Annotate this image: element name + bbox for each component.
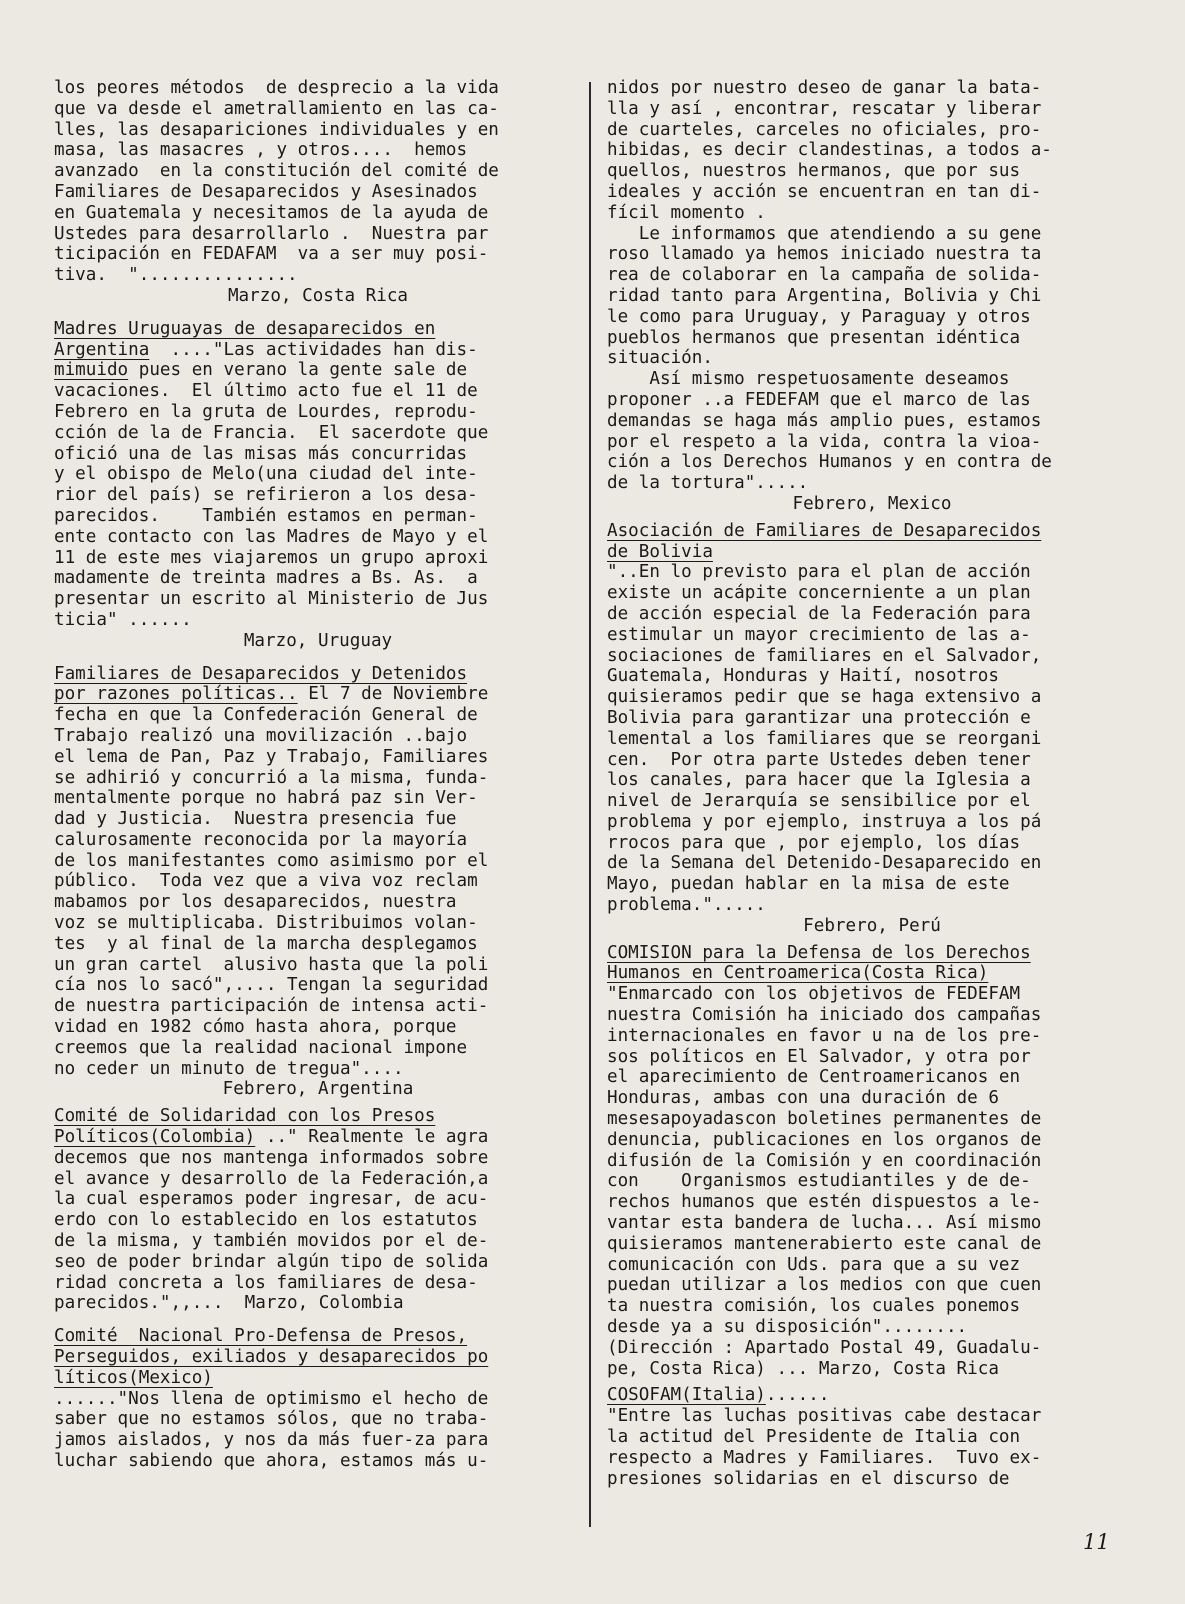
text-line: demandas se haga más amplio pues, estamos: [607, 410, 1042, 431]
section-heading: COMISION para la Defensa de los Derechos: [607, 942, 1031, 963]
text-line: decemos que nos mantenga informados sobre: [54, 1147, 489, 1168]
text-line: 11 de este mes viajaremos un grupo aproxi: [54, 547, 489, 568]
text-line: Le informamos que atendiendo a su gene: [607, 223, 1042, 244]
text-line: seo de poder brindar algún tipo de solida: [54, 1251, 489, 1272]
text-line: vantar esta bandera de lucha... Así mismo: [607, 1213, 1042, 1234]
text-line: puedan utilizar a los medios con que cuen: [607, 1275, 1042, 1296]
text-line: mentalmente porque no habrá paz sin Ver-: [54, 788, 478, 809]
section-heading: COSOFAM(Italia): [607, 1385, 766, 1406]
section-heading: Familiares de Desaparecidos y Detenidos: [54, 663, 468, 684]
text-line: comunicación con Uds. para que a su vez: [607, 1254, 1021, 1275]
heading-continuation: ......: [765, 1385, 830, 1406]
text-line: de la tortura".....: [607, 473, 809, 494]
text-line: un gran cartel alusivo hasta que la poli: [54, 954, 489, 975]
text-line: ofició una de las misas más concurridas: [54, 443, 468, 464]
text-line: ticipación en FEDAFAM va a ser muy posi-: [54, 244, 489, 265]
dateline: Febrero, Mexico: [792, 493, 952, 514]
column-divider: [589, 82, 591, 1527]
text-line: presentar un escrito al Ministerio de Jus: [54, 589, 489, 610]
text-line: cción de la de Francia. El sacerdote que: [54, 422, 489, 443]
text-line: de la misma, y también movidos por el de-: [54, 1231, 489, 1252]
section-heading-line: [54, 1347, 582, 1368]
text-line: la actitud del Presidente de Italia con: [607, 1427, 1021, 1447]
text-line: nuestra Comisión ha iniciado dos campañas: [607, 1005, 1042, 1026]
heading-continuation: ...."Las actividades han dis-: [149, 339, 478, 360]
section-heading: Madres Uruguayas de desaparecidos en: [54, 318, 436, 339]
text-line: fecha en que la Confederación General de: [54, 705, 478, 726]
text-line: no ceder un minuto de tregua"....: [54, 1058, 404, 1079]
text-line: "Enmarcado con los objetivos de FEDEFAM: [607, 984, 1021, 1005]
text-line: sociaciones de familiares en el Salvador,: [607, 645, 1042, 666]
dateline: Febrero, Argentina: [222, 1079, 414, 1100]
dateline: Febrero, Perú: [803, 915, 941, 936]
text-line: ta nuestra comisión, los cuales ponemos: [607, 1296, 1021, 1317]
text-line: mesesapoyadascon boletines permanentes de: [607, 1109, 1042, 1130]
text-line: los canales, para hacer que la Iglesia a: [607, 770, 1031, 791]
text-line: de cuarteles, carceles no oficiales, pro-: [607, 119, 1042, 140]
text-line: pueblos hermanos que presentan idéntica: [607, 327, 1021, 348]
text-line: rea de colaborar en la campaña de solida-: [607, 265, 1042, 286]
text-line: avanzado en la constitución del comité de: [54, 161, 499, 182]
section-heading: líticos(Mexico): [54, 1367, 213, 1388]
spacer: [54, 1314, 582, 1326]
text-line: Trabajo realizó una movilización ..bajo: [54, 725, 468, 746]
text-line: Familiares de Desaparecidos y Asesinados: [54, 181, 478, 202]
section-heading: Perseguidos, exiliados y desaparecidos po: [54, 1347, 489, 1368]
section-heading-line: [54, 1127, 582, 1148]
heading-continuation: .." Realmente le agra: [255, 1127, 489, 1148]
section-heading-line: [607, 943, 1137, 964]
text-line: saber que no estamos sólos, que no traba-: [54, 1409, 489, 1430]
spacer: [54, 307, 582, 319]
text-line: quellos, nuestros hermanos, que por sus: [607, 161, 1021, 182]
text-line: por el respeto a la vida, contra la vioa-: [607, 431, 1042, 452]
section-heading: Comité de Solidaridad con los Presos: [54, 1106, 436, 1127]
text-line: voz se multiplicaba. Distribuimos volan-: [54, 913, 478, 934]
section-heading-line: [54, 664, 582, 685]
text-line: lla y así , encontrar, rescatar y liberar: [607, 98, 1042, 119]
text-line: situación.: [607, 348, 713, 369]
section-heading: Humanos en Centroamerica(Costa Rica): [607, 963, 989, 984]
text-line: en Guatemala y necesitamos de la ayuda de: [54, 202, 489, 223]
section-heading-line: [54, 1368, 582, 1389]
text-line: rrocos para que , por ejemplo, los días: [607, 832, 1021, 853]
section-heading-line: [54, 340, 582, 361]
section-heading: Políticos(Colombia): [54, 1127, 256, 1148]
section-heading-line: [54, 1326, 582, 1347]
text-line: con Organismos estudiantiles y de de-: [607, 1171, 1031, 1192]
text-line: sos políticos en El Salvador, y otra por: [607, 1046, 1031, 1067]
section-heading-line: [54, 684, 582, 705]
text-line: roso llamado ya hemos iniciado nuestra ta: [607, 244, 1042, 265]
text-line: que va desde el ametrallamiento en las ca-: [54, 98, 499, 119]
text-line: problema y por ejemplo, instruya a los pá: [607, 811, 1042, 832]
text-line: vidad en 1982 cómo hasta ahora, porque: [54, 1017, 457, 1038]
text-line: parecidos. También estamos en perman-: [54, 505, 478, 526]
dateline: Marzo, Uruguay: [243, 630, 393, 651]
text-line: el aparecimiento de Centroamericanos en: [607, 1067, 1021, 1088]
text-line: "Entre las luchas positivas cabe destacar: [607, 1406, 1042, 1427]
text-line: ideales y acción se encuentran en tan di-: [607, 181, 1042, 202]
text-line: Bolivia para garantizar una protección e: [607, 707, 1031, 728]
text-line: denuncia, publicaciones en los organos de: [607, 1129, 1042, 1150]
text-line: nivel de Jerarquía se sensibilice por el: [607, 791, 1031, 812]
section-heading: Comité Nacional Pro-Defensa de Presos,: [54, 1326, 468, 1347]
text-line: calurosamente reconocida por la mayoría: [54, 829, 468, 850]
text-line: de la Semana del Detenido-Desaparecido en: [607, 853, 1042, 874]
section-heading: Asociación de Familiares de Desaparecidos: [607, 520, 1042, 541]
section-heading-line: [607, 1385, 1137, 1406]
text-line: respecto a Madres y Familiares. Tuvo ex-: [607, 1447, 1042, 1468]
text-line: quisieramos pedir que se haga extensivo a: [607, 687, 1042, 708]
section-heading-line: [607, 963, 1137, 984]
heading-continuation: El 7 de Noviembre: [297, 684, 489, 705]
section-heading-line: [607, 542, 1137, 563]
text-line: y el obispo de Melo(una ciudad del inte-: [54, 464, 478, 485]
text-line: masa, las masacres , y otros.... hemos: [54, 140, 468, 161]
text-line: pe, Costa Rica) ... Marzo, Costa Rica: [607, 1358, 999, 1379]
section-heading: mimuido: [54, 360, 129, 381]
text-line: rechos humanos que estén dispuestos a le-: [607, 1192, 1042, 1213]
text-line: de nuestra participación de intensa acti-: [54, 996, 489, 1017]
text-line: erdo con lo establecido en los estatutos: [54, 1210, 478, 1231]
text-line: ente contacto con las Madres de Mayo y el: [54, 526, 489, 547]
text-line: nidos por nuestro deseo de ganar la bata-: [607, 78, 1042, 98]
text-line: dad y Justicia. Nuestra presencia fue: [54, 809, 457, 830]
heading-continuation: pues en verano la gente sale de: [128, 360, 468, 381]
text-line: lles, las desapariciones individuales y en: [54, 119, 499, 140]
text-line: internacionales en favor u na de los pre-: [607, 1025, 1042, 1046]
text-line: hibidas, es decir clandestinas, a todos a-: [607, 140, 1052, 161]
text-line: problema.".....: [607, 895, 766, 916]
section-heading: por razones políticas..: [54, 684, 298, 705]
text-line: el lema de Pan, Paz y Trabajo, Familiares: [54, 746, 489, 767]
text-line: ......"Nos llena de optimismo el hecho de: [54, 1388, 489, 1409]
text-line: luchar sabiendo que ahora, estamos más u-: [54, 1451, 489, 1471]
text-line: el avance y desarrollo de la Federación,a: [54, 1168, 489, 1189]
text-line: difusión de la Comisión y en coordinación: [607, 1150, 1042, 1171]
text-line: de los manifestantes como asimismo por el: [54, 850, 489, 871]
text-line: rior del país) se refirieron a los desa-: [54, 485, 478, 506]
text-line: ción a los Derechos Humanos y en contra de: [607, 452, 1052, 473]
text-line: vacaciones. El último acto fue el 11 de: [54, 381, 478, 402]
text-line: Febrero en la gruta de Lourdes, reprodu-: [54, 401, 478, 422]
text-line: Así mismo respetuosamente deseamos: [607, 369, 1010, 390]
section-heading-line: [54, 1106, 582, 1127]
section-heading-line: [54, 360, 582, 381]
section-heading-line: [607, 521, 1137, 542]
left-column: [54, 78, 582, 1472]
text-line: público. Toda vez que a viva voz reclam: [54, 871, 478, 892]
text-line: quisieramos mantenerabierto este canal de: [607, 1233, 1042, 1254]
text-line: Guatemala, Honduras y Haití, nosotros: [607, 666, 999, 687]
spacer: [54, 652, 582, 664]
right-column: [607, 78, 1137, 1489]
text-line: desde ya a su disposición"........: [607, 1317, 968, 1338]
text-line: tiva. "...............: [54, 265, 298, 286]
text-line: cía nos lo sacó",.... Tengan la seguridad: [54, 975, 489, 996]
text-line: tes y al final de la marcha desplegamos: [54, 933, 478, 954]
text-line: ridad tanto para Argentina, Bolivia y Chi: [607, 285, 1042, 306]
text-line: parecidos.",,... Marzo, Colombia: [54, 1293, 404, 1314]
text-line: "..En lo previsto para el plan de acción: [607, 562, 1031, 583]
section-heading: Argentina: [54, 339, 150, 360]
text-line: Ustedes para desarrollarlo . Nuestra par: [54, 223, 489, 244]
text-line: existe un acápite concerniente a un plan: [607, 583, 1031, 604]
text-line: cen. Por otra parte Ustedes deben tener: [607, 749, 1031, 770]
text-line: la cual esperamos poder ingresar, de acu-: [54, 1189, 489, 1210]
page-number: 11: [1083, 1530, 1110, 1554]
text-line: ticia" ......: [54, 609, 192, 630]
dateline: Marzo, Costa Rica: [227, 285, 409, 306]
text-line: le como para Uruguay, y Paraguay y otros: [607, 306, 1031, 327]
text-line: madamente de treinta madres a Bs. As. a: [54, 568, 478, 589]
text-line: los peores métodos de desprecio a la vida: [54, 78, 499, 98]
text-line: (Dirección : Apartado Postal 49, Guadalu-: [607, 1337, 1042, 1358]
text-line: se adhirió y concurrió a la misma, funda-: [54, 767, 489, 788]
text-line: fícil momento .: [607, 202, 766, 223]
text-line: jamos aislados, y nos da más fuer-za para: [54, 1430, 489, 1451]
text-line: proponer ..a FEDEFAM que el marco de las: [607, 389, 1031, 410]
text-line: Honduras, ambas con una duración de 6: [607, 1088, 999, 1109]
text-line: ridad concreta a los familiares de desa-: [54, 1272, 478, 1293]
text-line: de acción especial de la Federación para: [607, 603, 1031, 624]
text-line: estimular un mayor crecimiento de las a-: [607, 624, 1031, 645]
text-line: creemos que la realidad nacional impone: [54, 1037, 468, 1058]
text-line: lemental a los familiares que se reorgani: [607, 728, 1042, 749]
text-line: Mayo, puedan hablar en la misa de este: [607, 874, 1010, 895]
text-line: mabamos por los desaparecidos, nuestra: [54, 892, 457, 913]
text-line: presiones solidarias en el discurso de: [607, 1468, 1010, 1489]
section-heading: de Bolivia: [607, 541, 713, 562]
section-heading-line: [54, 319, 582, 340]
